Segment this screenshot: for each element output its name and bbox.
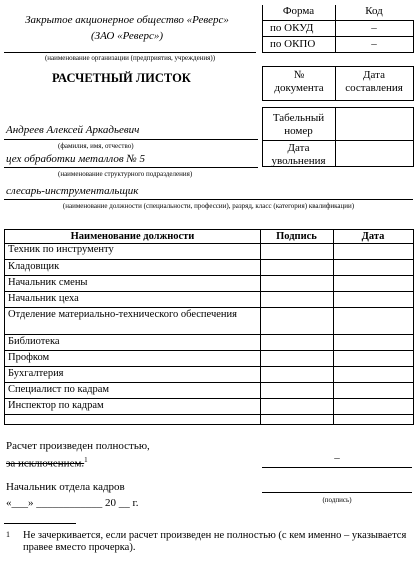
doc-date-label: Дата составления (345, 69, 403, 94)
exception-text: за исключением. (6, 457, 85, 470)
okpo-label: по ОКПО (270, 38, 316, 50)
okpo-value: – (371, 38, 377, 50)
org-name-line1: Закрытое акционерное общество «Реверс» (25, 14, 229, 26)
forma-label: Форма (282, 5, 315, 17)
exception-row (6, 454, 88, 471)
manager-label: Начальник отдела кадров (6, 481, 125, 493)
date-line: «___» ____________ 20 __ г. (6, 497, 139, 509)
dismissal-label: Дата увольнения (271, 142, 326, 167)
employee-department: цех обработки металлов № 5 (6, 153, 145, 165)
table-row: Профком (8, 352, 50, 363)
tabel-label: Табельный номер (272, 112, 325, 137)
table-row: Инспектор по кадрам (8, 400, 104, 411)
code-label: Код (365, 5, 383, 17)
department-caption: (наименование структурного подразделения) (58, 170, 193, 178)
org-underline (4, 52, 256, 53)
footnote-divider (4, 523, 76, 524)
signature-line (262, 492, 412, 493)
okud-value: – (371, 22, 377, 34)
position-caption: (наименование должности (специальности, профессии), разряд, класс (категория) квалификации) (62, 202, 355, 210)
doc-title: РАСЧЕТНЫЙ ЛИСТОК (52, 71, 191, 85)
table-row: Техник по инструменту (8, 244, 114, 255)
exception-value: – (334, 452, 340, 464)
clearance-table (4, 229, 414, 425)
header-signature: Подпись (276, 231, 317, 242)
table-row: Кладовщик (8, 261, 60, 272)
table-row: Бухгалтерия (8, 368, 64, 379)
org-name-line2: (ЗАО «Реверс») (90, 30, 163, 42)
table-row: Начальник цеха (8, 293, 79, 304)
exception-footnote-mark: 1 (84, 456, 88, 464)
table-row: Отделение материально-технического обеспечения (8, 309, 237, 320)
employee-name: Андреев Алексей Аркадьевич (6, 124, 140, 136)
footnote-mark: 1 (6, 530, 10, 539)
signature-caption: (подпись) (322, 496, 352, 504)
employee-position: слесарь-инструментальщик (6, 185, 139, 197)
table-row: Специалист по кадрам (8, 384, 110, 395)
employee-name-caption: (фамилия, имя, отчество) (58, 142, 134, 150)
table-header-row (5, 230, 413, 244)
okud-label: по ОКУД (270, 22, 314, 34)
header-position: Наименование должности (70, 231, 195, 242)
doc-number-label: № документа (274, 69, 324, 94)
table-row: Начальник смены (8, 277, 88, 288)
table-row: Библиотека (8, 336, 60, 347)
calc-text: Расчет произведен полностью, (6, 440, 150, 452)
org-caption: (наименование организации (предприятия, учреждения)) (44, 54, 216, 62)
footnote-text: Не зачеркивается, если расчет произведен не полностью (с кем именно – указывается правее вместо прочерка). (23, 530, 407, 553)
header-date: Дата (361, 231, 385, 242)
